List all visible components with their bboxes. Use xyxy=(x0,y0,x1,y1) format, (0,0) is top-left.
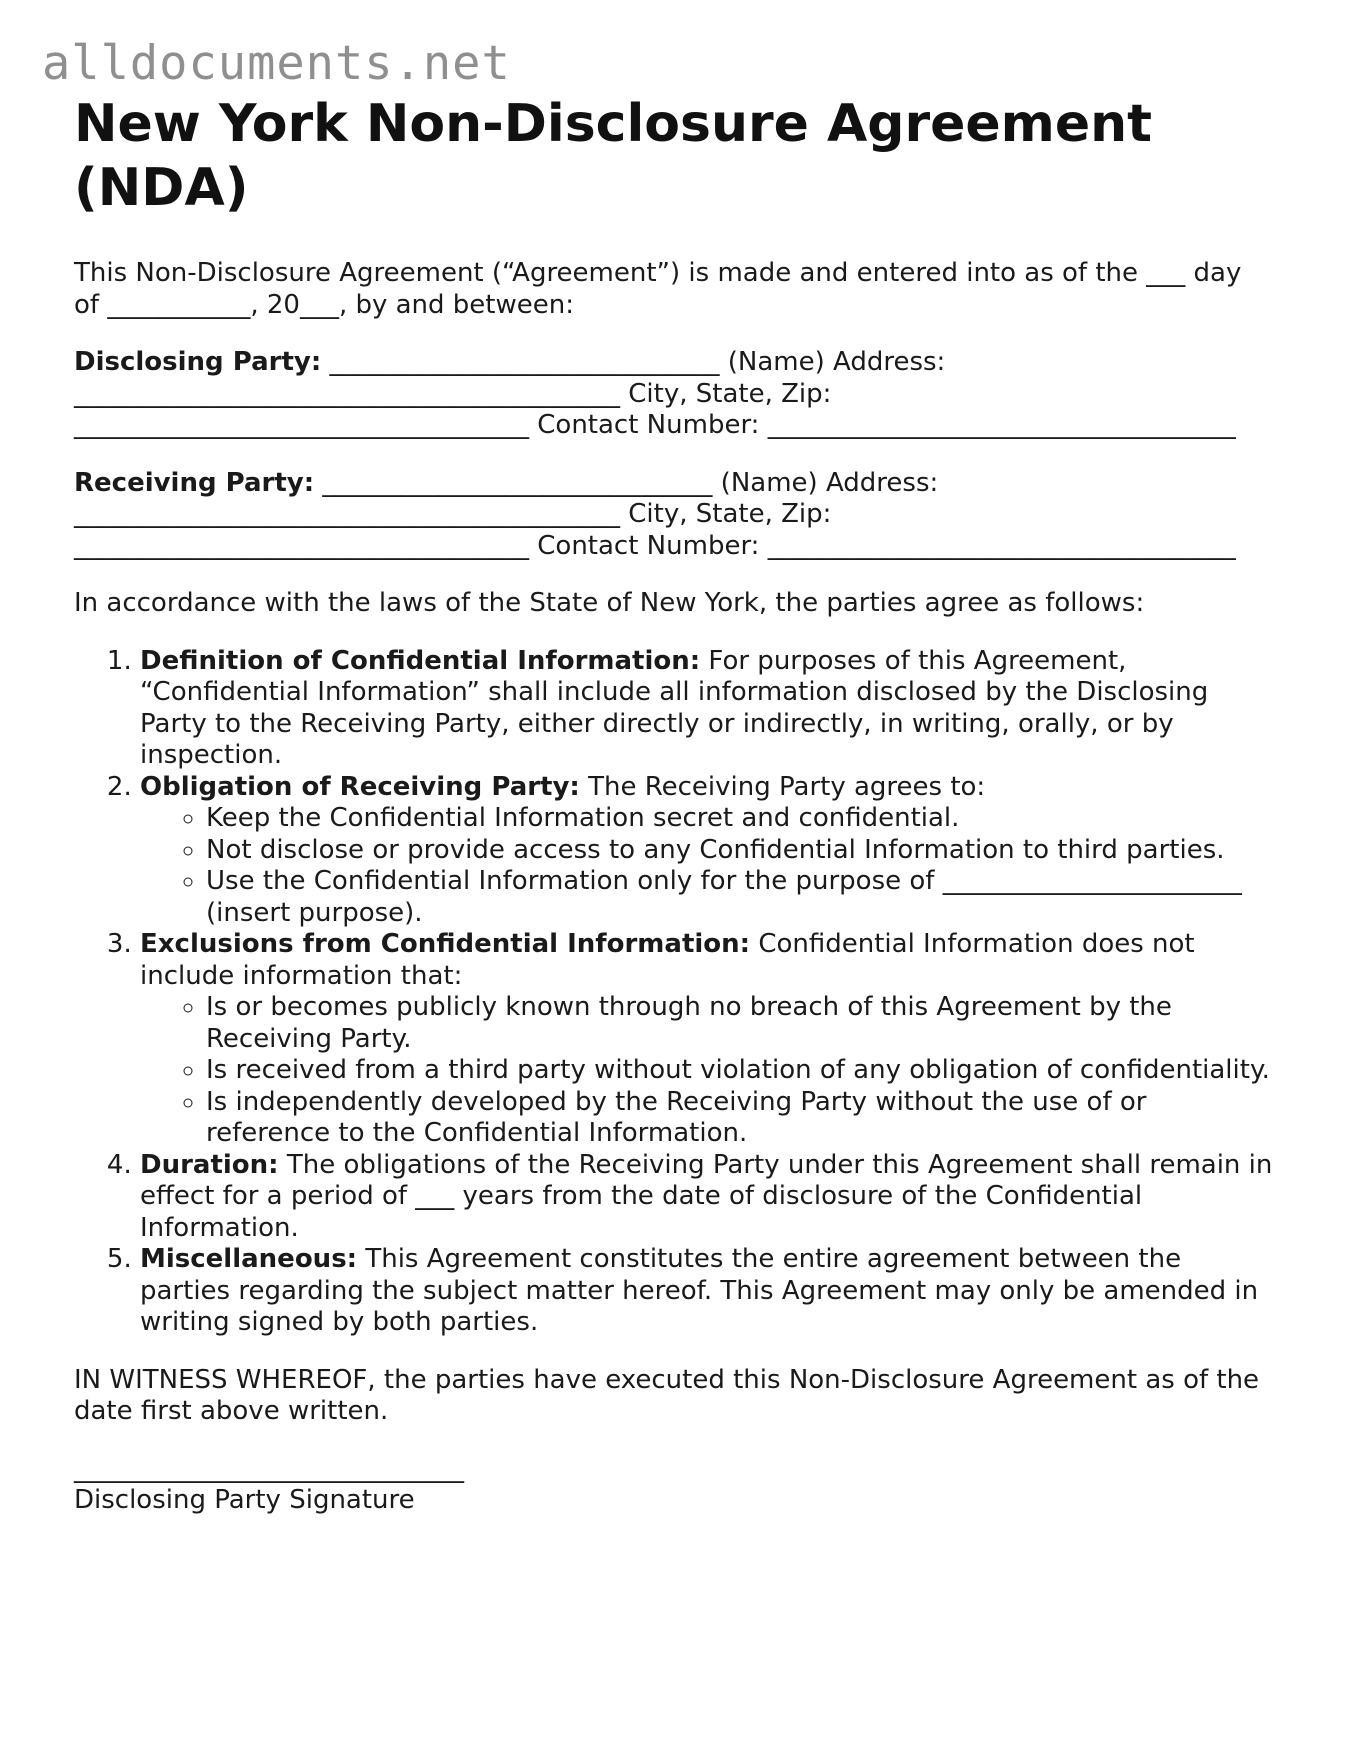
receiving-party-label: Receiving Party: xyxy=(74,467,315,498)
term-heading: Definition of Confidential Information: xyxy=(140,645,701,676)
term-item xyxy=(140,1150,1274,1245)
signature-block xyxy=(74,1454,1274,1517)
lead-paragraph: In accordance with the laws of the State of New York, the parties agree as follows: xyxy=(74,588,1145,618)
term-heading: Exclusions from Confidential Information: xyxy=(140,929,751,959)
document-page xyxy=(74,92,1274,1517)
term-item xyxy=(140,772,1274,930)
sub-item: ◦ Is independently developed by the Receiving Party without the use of or reference to the Confidential Information. xyxy=(206,1087,1274,1150)
disclosing-party-block xyxy=(74,347,1274,442)
disclosing-party-fields: ______________________________ (Name) Address: __________________________________________ City, State, Zip: ___________________________________ Contact Number: ____________________________________ xyxy=(74,347,1236,440)
signature-line: ______________________________ xyxy=(74,1453,464,1484)
term-heading: Miscellaneous: xyxy=(140,1244,358,1274)
receiving-party-fields: ______________________________ (Name) Address: __________________________________________ City, State, Zip: ___________________________________ Contact Number: ____________________________________ xyxy=(74,467,1236,561)
signature-label: Disclosing Party Signature xyxy=(74,1485,415,1515)
sub-item: ◦ Use the Confidential Information only for the purpose of _______________________ (insert purpose). xyxy=(206,866,1274,929)
sub-item: ◦ Is received from a third party without violation of any obligation of confidentiality. xyxy=(206,1055,1274,1087)
term-item xyxy=(140,1244,1274,1339)
document-title: New York Non-Disclosure Agreement (NDA) xyxy=(74,94,1152,218)
term-text: The obligations of the Receiving Party under this Agreement shall remain in effect for a period of ___ years from the date of disclosure of the Confidential Information. xyxy=(140,1149,1273,1243)
intro-paragraph: This Non-Disclosure Agreement (“Agreement”) is made and entered into as of the ___ day of ___________, 20___, by and between: xyxy=(74,258,1242,320)
sub-item: ◦ Not disclose or provide access to any Confidential Information to third parties. xyxy=(206,835,1274,867)
sub-item: ◦ Keep the Confidential Information secret and confidential. xyxy=(206,803,1274,835)
term-heading: Duration: xyxy=(140,1149,279,1180)
disclosing-party-label: Disclosing Party: xyxy=(74,347,322,377)
witness-paragraph: IN WITNESS WHEREOF, the parties have executed this Non-Disclosure Agreement as of the date first above written. xyxy=(74,1364,1260,1426)
term-text: For purposes of this Agreement, “Confidential Information” shall include all information disclosed by the Disclosing Party to the Receiving Party, either directly or indirectly, in writing, orally, or by inspection. xyxy=(140,645,1209,770)
term-item xyxy=(140,929,1274,1150)
sub-list xyxy=(140,992,1274,1150)
sub-item: ◦ Is or becomes publicly known through no breach of this Agreement by the Receiving Party. xyxy=(206,992,1274,1055)
term-text: Confidential Information does not include information that: xyxy=(140,929,1195,991)
term-text: This Agreement constitutes the entire agreement between the parties regarding the subject matter hereof. This Agreement may only be amended in writing signed by both parties. xyxy=(140,1244,1259,1337)
term-heading: Obligation of Receiving Party: xyxy=(140,771,580,802)
receiving-party-block xyxy=(74,468,1274,563)
term-item xyxy=(140,646,1274,772)
term-text: The Receiving Party agrees to: xyxy=(579,771,986,802)
terms-list xyxy=(74,646,1274,1339)
sub-list xyxy=(140,803,1274,929)
watermark-logo: alldocuments.net xyxy=(42,36,511,91)
